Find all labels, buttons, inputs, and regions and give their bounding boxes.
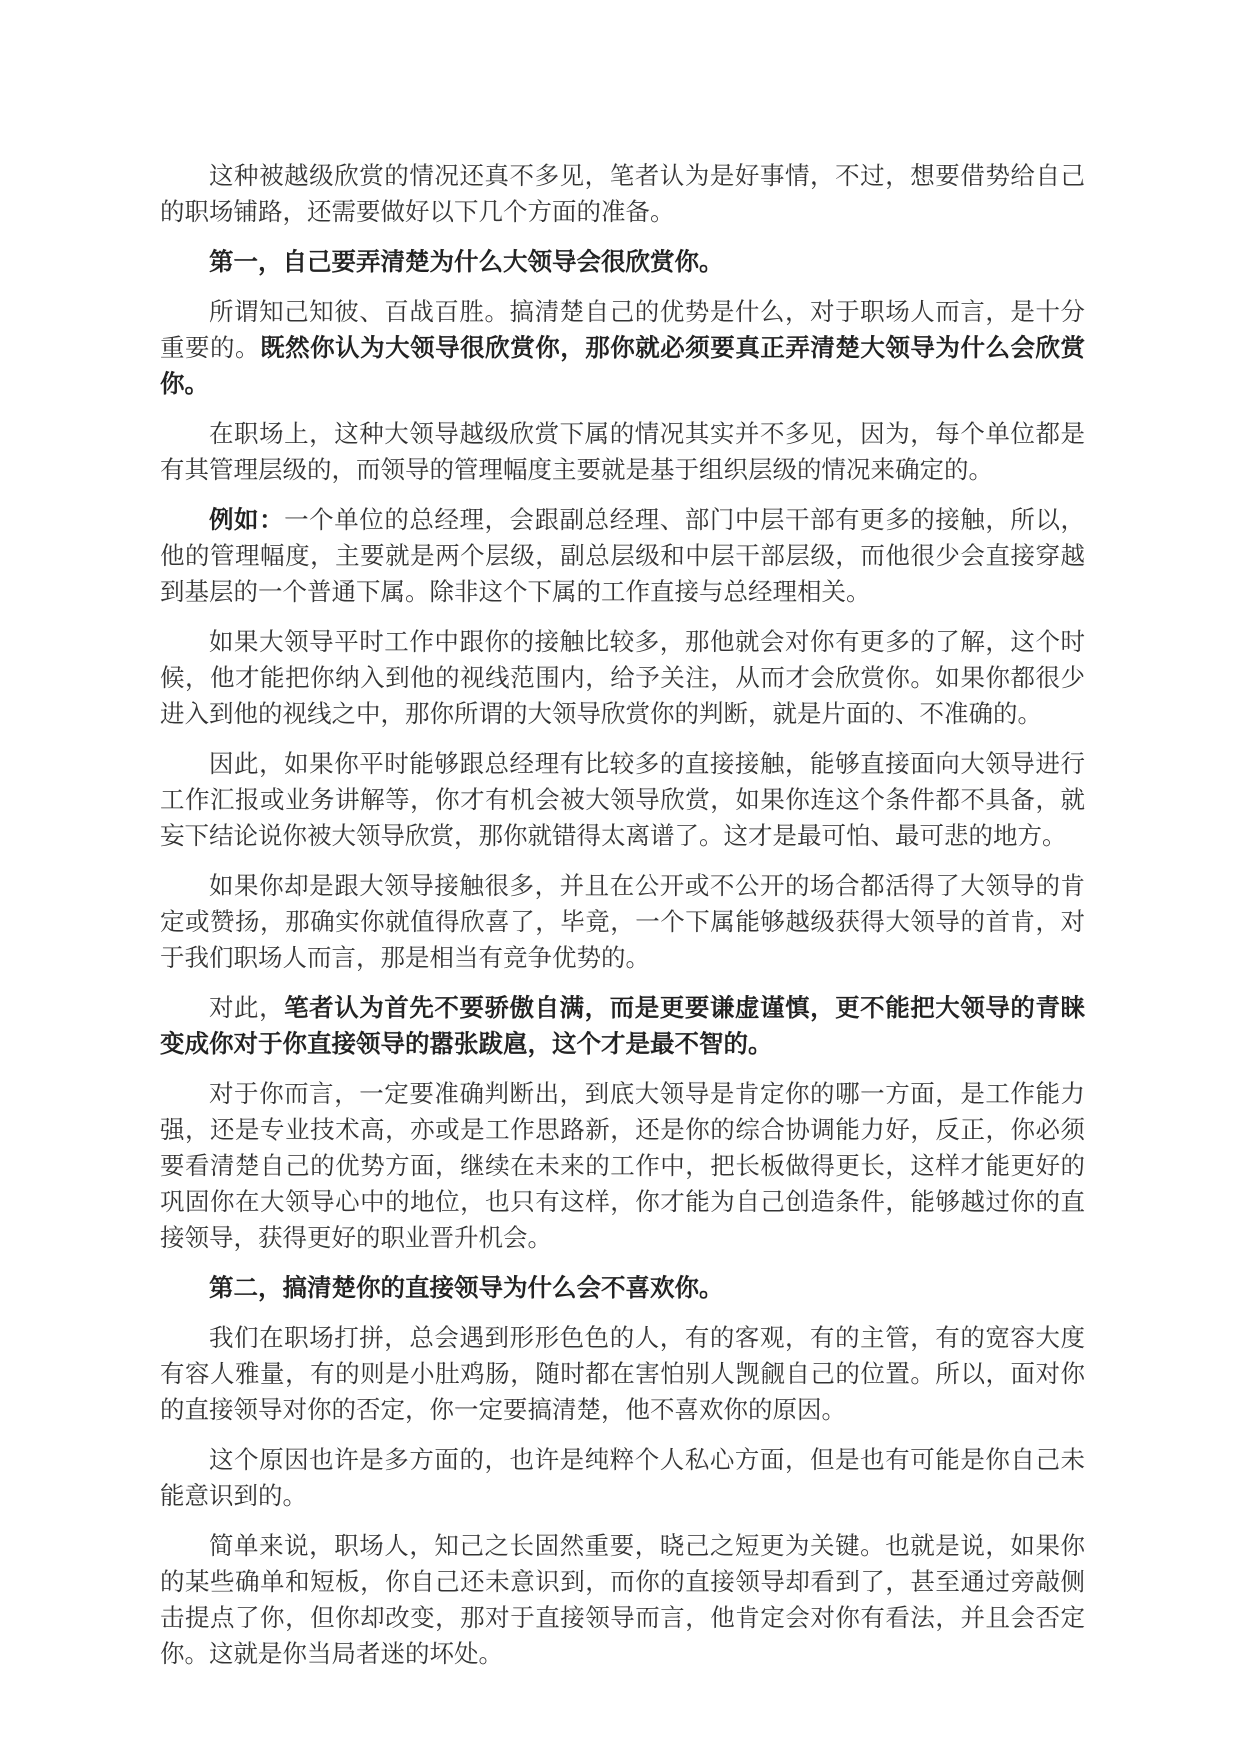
bold-text: 例如： bbox=[209, 505, 285, 534]
paragraph bbox=[160, 1270, 1085, 1306]
body-text: 所谓知己知彼、百战百胜。搞清楚自己的优势是什么，对于职场人而言，是十分重要的。 bbox=[160, 297, 1085, 362]
paragraph bbox=[160, 746, 1085, 854]
body-text: 如果你却是跟大领导接触很多，并且在公开或不公开的场合都活得了大领导的肯定或赞扬，那确实你就值得欣喜了，毕竟，一个下属能够越级获得大领导的首肯，对于我们职场人而言，那是相当有竞争优势的。 bbox=[160, 871, 1085, 972]
paragraph bbox=[160, 868, 1085, 976]
body-text: 对此， bbox=[209, 993, 285, 1022]
paragraph bbox=[160, 416, 1085, 488]
bold-text: 第一，自己要弄清楚为什么大领导会很欣赏你。 bbox=[209, 247, 724, 276]
paragraph bbox=[160, 990, 1085, 1062]
document-body bbox=[160, 158, 1085, 1686]
body-text: 一个单位的总经理，会跟副总经理、部门中层干部有更多的接触，所以，他的管理幅度，主要就是两个层级，副总层级和中层干部层级，而他很少会直接穿越到基层的一个普通下属。除非这个下属的工作直接与总经理相关。 bbox=[160, 505, 1086, 606]
bold-text: 第二，搞清楚你的直接领导为什么会不喜欢你。 bbox=[209, 1273, 724, 1302]
paragraph bbox=[160, 1442, 1085, 1514]
paragraph bbox=[160, 624, 1085, 732]
body-text: 如果大领导平时工作中跟你的接触比较多，那他就会对你有更多的了解，这个时候，他才能把你纳入到他的视线范围内，给予关注，从而才会欣赏你。如果你都很少进入到他的视线之中，那你所谓的大领导欣赏你的判断，就是片面的、不准确的。 bbox=[160, 627, 1085, 728]
body-text: 简单来说，职场人，知己之长固然重要，晓己之短更为关键。也就是说，如果你的某些确单和短板，你自己还未意识到，而你的直接领导却看到了，甚至通过旁敲侧击提点了你，但你却改变，那对于直接领导而言，他肯定会对你有看法，并且会否定你。这就是你当局者迷的坏处。 bbox=[160, 1531, 1085, 1668]
body-text: 在职场上，这种大领导越级欣赏下属的情况其实并不多见，因为，每个单位都是有其管理层级的，而领导的管理幅度主要就是基于组织层级的情况来确定的。 bbox=[160, 419, 1085, 484]
body-text: 我们在职场打拼，总会遇到形形色色的人，有的客观，有的主管，有的宽容大度有容人雅量，有的则是小肚鸡肠，随时都在害怕别人觊觎自己的位置。所以，面对你的直接领导对你的否定，你一定要搞清楚，他不喜欢你的原因。 bbox=[160, 1323, 1085, 1424]
body-text: 对于你而言，一定要准确判断出，到底大领导是肯定你的哪一方面，是工作能力强，还是专业技术高，亦或是工作思路新，还是你的综合协调能力好，反正，你必须要看清楚自己的优势方面，继续在未来的工作中，把长板做得更长，这样才能更好的巩固你在大领导心中的地位，也只有这样，你才能为自己创造条件，能够越过你的直接领导，获得更好的职业晋升机会。 bbox=[160, 1079, 1085, 1252]
paragraph bbox=[160, 1076, 1085, 1256]
paragraph bbox=[160, 244, 1085, 280]
body-text: 这个原因也许是多方面的，也许是纯粹个人私心方面，但是也有可能是你自己未能意识到的。 bbox=[160, 1445, 1085, 1510]
body-text: 因此，如果你平时能够跟总经理有比较多的直接接触，能够直接面向大领导进行工作汇报或业务讲解等，你才有机会被大领导欣赏，如果你连这个条件都不具备，就妄下结论说你被大领导欣赏，那你就错得太离谱了。这才是最可怕、最可悲的地方。 bbox=[160, 749, 1085, 850]
bold-text: 既然你认为大领导很欣赏你，那你就必须要真正弄清楚大领导为什么会欣赏你。 bbox=[160, 333, 1086, 398]
bold-text: 笔者认为首先不要骄傲自满，而是更要谦虚谨慎，更不能把大领导的青睐变成你对于你直接领导的嚣张跋扈，这个才是最不智的。 bbox=[160, 993, 1086, 1058]
paragraph bbox=[160, 294, 1085, 402]
paragraph bbox=[160, 502, 1085, 610]
paragraph bbox=[160, 1528, 1085, 1672]
body-text: 这种被越级欣赏的情况还真不多见，笔者认为是好事情，不过，想要借势给自己的职场铺路，还需要做好以下几个方面的准备。 bbox=[160, 161, 1085, 226]
paragraph bbox=[160, 158, 1085, 230]
paragraph bbox=[160, 1320, 1085, 1428]
